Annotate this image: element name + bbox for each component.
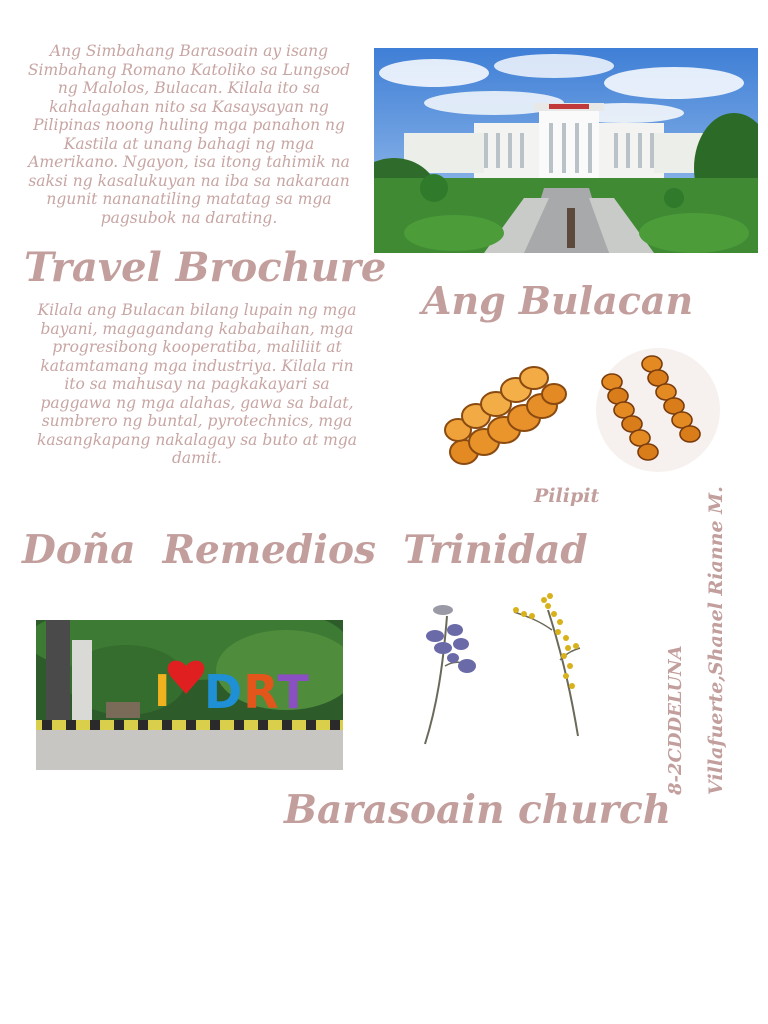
sign-letter-r: R — [243, 665, 278, 719]
i-love-drt-photo — [36, 620, 343, 770]
barasoain-church-heading: Barasoain church — [284, 787, 672, 833]
yellow-flower-image — [508, 590, 588, 740]
dona-remedios-trinidad-heading: Doña Remedios Trinidad — [22, 527, 588, 573]
author-name: Villafuerte,Shanel Rianne M. — [705, 486, 727, 795]
sign-letters-text — [204, 665, 310, 719]
pilipit-bread-image-1 — [436, 348, 572, 472]
sign-letters-drt — [204, 666, 310, 718]
travel-brochure-heading: Travel Brochure — [24, 244, 387, 291]
bulacan-paragraph: Kilala ang Bulacan bilang lupain ng mga bayani, magagandang kababaihan, mga progresibong kooperatiba, maliliit at katamtamang mga industriya. Kilala rin ito sa mahusay na pagkakayari sa paggawa ng mga alahas, gawa sa balat, sumbrero ng buntal, pyrotechnics, mga kasangkapang nakalagay sa buto at mga damit. — [36, 301, 358, 467]
capitol-photo — [374, 48, 758, 253]
sign-letter-i: I — [154, 666, 171, 717]
ang-bulacan-heading: Ang Bulacan — [422, 278, 694, 323]
sign-letter-t: T — [277, 665, 310, 719]
pilipit-caption: Pilipit — [534, 485, 600, 507]
purple-flower-image — [415, 596, 485, 746]
sign-letter-d: D — [204, 665, 244, 719]
pilipit-bread-image-2 — [590, 348, 726, 472]
church-paragraph: Ang Simbahang Barasoain ay isang Simbahang Romano Katoliko sa Lungsod ng Malolos, Bulacan. Kilala ito sa kahalagahan nito sa Kasaysayan ng Pilipinas noong huling mga panahon ng Kastila at unang bahagi ng mga Amerikano. Ngayon, isa itong tahimik na saksi ng kasalukuyan na iba sa nakaraan ngunit nananatiling matatag sa mga pagsubok na darating. — [27, 42, 351, 227]
section-label: 8-2CDDELUNA — [665, 645, 686, 795]
